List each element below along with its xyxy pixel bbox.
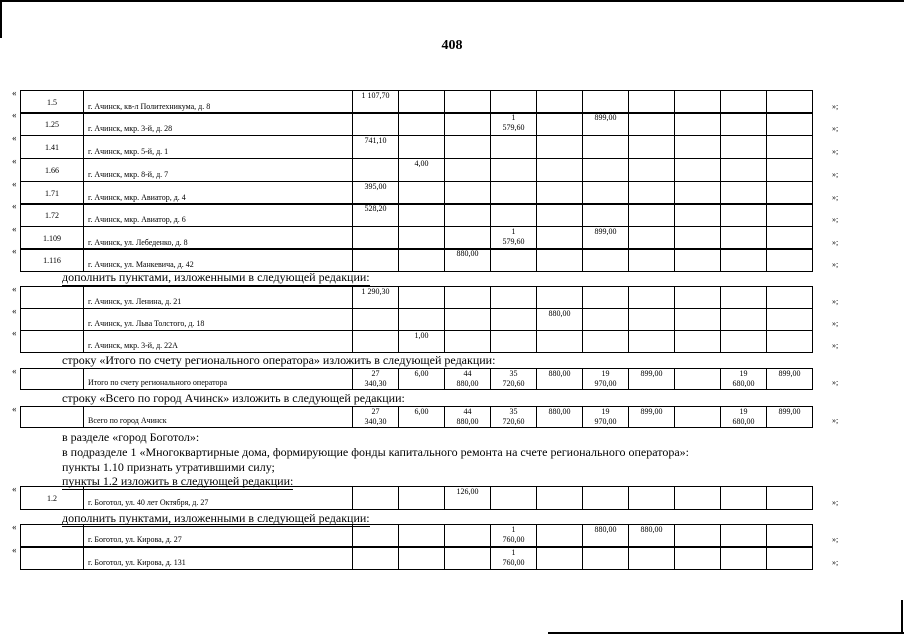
row-value [720, 286, 767, 309]
row-value [674, 308, 721, 331]
row-value [628, 330, 675, 353]
row-value [490, 181, 537, 205]
row-value [352, 112, 399, 136]
row-value: 1 107,70 [352, 90, 399, 114]
quote-open: « [12, 224, 17, 234]
table-row [20, 135, 813, 159]
row-value [674, 286, 721, 309]
row-address: г. Ачинск, ул. Ленина, д. 21 [83, 286, 353, 309]
row-value [444, 203, 491, 227]
row-value [674, 368, 721, 390]
quote-close: »; [832, 297, 839, 306]
row-value [766, 486, 813, 510]
row-value [720, 90, 767, 114]
row-value [398, 547, 445, 570]
quote-open: « [12, 110, 17, 120]
table-row [20, 330, 813, 353]
row-value [398, 203, 445, 227]
row-value: 1,00 [398, 330, 445, 353]
row-value: 880,00 [582, 524, 629, 547]
table-row [20, 368, 813, 390]
heading-total-city: строку «Всего по город Ачинск» изложить в следующей редакции: [62, 391, 405, 405]
row-address: г. Ачинск, ул. Льва Толстого, д. 18 [83, 308, 353, 331]
row-value [398, 286, 445, 309]
quote-close: »; [832, 558, 839, 567]
table-row [20, 203, 813, 227]
row-value: 1 760,00 [490, 524, 537, 547]
row-number: 1.5 [20, 90, 84, 114]
quote-open: « [12, 88, 17, 98]
row-value: 4,00 [398, 158, 445, 182]
row-value [766, 226, 813, 250]
row-value [628, 286, 675, 309]
row-value [536, 547, 583, 570]
row-number [20, 330, 84, 353]
quote-open: « [12, 284, 17, 294]
row-value [766, 524, 813, 547]
row-address: г. Боготол, ул. Кирова, д. 131 [83, 547, 353, 570]
row-value [444, 135, 491, 159]
heading-total-regional: строку «Итого по счету регионального оператора» изложить в следующей редакции: [62, 353, 496, 367]
row-value: 899,00 [628, 368, 675, 390]
row-value [536, 330, 583, 353]
row-value [444, 286, 491, 309]
table-row [20, 524, 813, 547]
row-value [352, 248, 399, 272]
row-address: г. Ачинск, мкр. 3-й, д. 22А [83, 330, 353, 353]
row-value [398, 112, 445, 136]
row-value [352, 524, 399, 547]
row-number [20, 524, 84, 547]
row-value [536, 90, 583, 114]
row-value [352, 158, 399, 182]
row-address: г. Ачинск, ул. Манкевича, д. 42 [83, 248, 353, 272]
row-value: 880,00 [444, 248, 491, 272]
row-number: 1.41 [20, 135, 84, 159]
row-value [766, 181, 813, 205]
row-number [20, 368, 84, 390]
row-number: 1.109 [20, 226, 84, 250]
quote-close: »; [832, 416, 839, 425]
row-value [628, 248, 675, 272]
row-number: 1.116 [20, 248, 84, 272]
row-value [582, 135, 629, 159]
row-value: 1 579,60 [490, 226, 537, 250]
row-value: 1 579,60 [490, 112, 537, 136]
row-value [582, 248, 629, 272]
row-address: г. Ачинск, ул. Лебеденко, д. 8 [83, 226, 353, 250]
row-value [536, 286, 583, 309]
row-value [536, 486, 583, 510]
row-value: 35 720,60 [490, 368, 537, 390]
row-value [674, 90, 721, 114]
quote-close: »; [832, 193, 839, 202]
table-row [20, 286, 813, 309]
row-value: 741,10 [352, 135, 399, 159]
row-value [766, 90, 813, 114]
quote-open: « [12, 522, 17, 532]
row-value [490, 248, 537, 272]
row-value [582, 181, 629, 205]
quote-open: « [12, 328, 17, 338]
row-value [444, 181, 491, 205]
row-value [766, 112, 813, 136]
row-value: 528,20 [352, 203, 399, 227]
row-value [582, 203, 629, 227]
row-value [398, 90, 445, 114]
row-value: 19 680,00 [720, 406, 767, 428]
row-value: 899,00 [766, 368, 813, 390]
row-value [582, 330, 629, 353]
row-value [720, 330, 767, 353]
row-address: г. Ачинск, кв-л Политехникума, д. 8 [83, 90, 353, 114]
row-value: 126,00 [444, 486, 491, 510]
row-value [444, 547, 491, 570]
row-value [720, 226, 767, 250]
row-value [674, 524, 721, 547]
row-value [582, 547, 629, 570]
row-number: 1.66 [20, 158, 84, 182]
row-value [674, 330, 721, 353]
row-number: 1.71 [20, 181, 84, 205]
row-value: 880,00 [536, 308, 583, 331]
row-value: 6,00 [398, 406, 445, 428]
row-value [536, 203, 583, 227]
row-number [20, 406, 84, 428]
row-value [674, 547, 721, 570]
quote-open: « [12, 133, 17, 143]
row-value: 27 340,30 [352, 406, 399, 428]
row-value [674, 203, 721, 227]
row-value [628, 112, 675, 136]
quote-close: »; [832, 260, 839, 269]
row-address: Итого по счету регионального оператора [83, 368, 353, 390]
quote-close: »; [832, 170, 839, 179]
row-value [536, 248, 583, 272]
row-value [766, 547, 813, 570]
table-row [20, 112, 813, 136]
row-value [766, 203, 813, 227]
row-value [444, 330, 491, 353]
row-value [490, 486, 537, 510]
row-value: 44 880,00 [444, 406, 491, 428]
quote-open: « [12, 246, 17, 256]
quote-close: »; [832, 535, 839, 544]
row-value [398, 486, 445, 510]
row-value [352, 330, 399, 353]
row-value [720, 112, 767, 136]
row-value [490, 90, 537, 114]
row-value [766, 286, 813, 309]
row-value [582, 158, 629, 182]
row-value: 395,00 [352, 181, 399, 205]
row-value: 899,00 [628, 406, 675, 428]
row-number: 1.25 [20, 112, 84, 136]
row-address: г. Ачинск, мкр. 3-й, д. 28 [83, 112, 353, 136]
row-value [674, 158, 721, 182]
row-value: 19 970,00 [582, 368, 629, 390]
table-row [20, 158, 813, 182]
row-value [628, 486, 675, 510]
row-value: 880,00 [628, 524, 675, 547]
row-value [674, 226, 721, 250]
row-value [674, 486, 721, 510]
row-value [720, 308, 767, 331]
row-value [720, 486, 767, 510]
row-value [766, 308, 813, 331]
table-row [20, 486, 813, 510]
row-number [20, 547, 84, 570]
quote-close: »; [832, 498, 839, 507]
row-address: г. Ачинск, мкр. Авиатор, д. 4 [83, 181, 353, 205]
row-value [536, 112, 583, 136]
row-value [628, 181, 675, 205]
row-value [352, 308, 399, 331]
row-value [444, 112, 491, 136]
row-value: 899,00 [582, 112, 629, 136]
row-value [628, 308, 675, 331]
row-value [490, 286, 537, 309]
quote-close: »; [832, 319, 839, 328]
heading-add-points-2: дополнить пунктами, изложенными в следующей редакции: [62, 511, 370, 525]
row-number [20, 286, 84, 309]
table-row [20, 181, 813, 205]
row-value [628, 135, 675, 159]
row-value: 899,00 [766, 406, 813, 428]
row-value [398, 308, 445, 331]
row-value [490, 330, 537, 353]
row-value: 880,00 [536, 368, 583, 390]
text-invalidate: пункты 1.10 признать утратившими силу; [62, 460, 275, 474]
row-value [352, 226, 399, 250]
row-value [674, 181, 721, 205]
row-value: 19 970,00 [582, 406, 629, 428]
quote-open: « [12, 156, 17, 166]
table-row [20, 406, 813, 428]
quote-open: « [12, 201, 17, 211]
row-value: 44 880,00 [444, 368, 491, 390]
quote-open: « [12, 366, 17, 376]
row-address: г. Ачинск, мкр. 5-й, д. 1 [83, 135, 353, 159]
row-number: 1.2 [20, 486, 84, 510]
row-value [444, 524, 491, 547]
row-value: 27 340,30 [352, 368, 399, 390]
row-value [720, 135, 767, 159]
row-value [444, 158, 491, 182]
page-number: 408 [441, 38, 463, 53]
text-section-bogotol: в разделе «город Боготол»: [62, 430, 200, 444]
row-value [490, 203, 537, 227]
quote-open: « [12, 179, 17, 189]
table-row [20, 547, 813, 570]
row-value [720, 248, 767, 272]
row-value [398, 226, 445, 250]
quote-close: »; [832, 147, 839, 156]
row-value [674, 135, 721, 159]
quote-open: « [12, 306, 17, 316]
scan-border-left [0, 0, 2, 38]
row-value [444, 308, 491, 331]
heading-edit-points: пункты 1.2 изложить в следующей редакции: [62, 474, 294, 488]
row-value [582, 286, 629, 309]
row-value [444, 226, 491, 250]
quote-close: »; [832, 215, 839, 224]
row-value [582, 90, 629, 114]
row-value [536, 226, 583, 250]
row-value [582, 486, 629, 510]
row-address: г. Ачинск, мкр. 8-й, д. 7 [83, 158, 353, 182]
quote-close: »; [832, 102, 839, 111]
row-value [536, 158, 583, 182]
quote-close: »; [832, 341, 839, 350]
row-address: г. Боготол, ул. 40 лет Октября, д. 27 [83, 486, 353, 510]
table-row [20, 90, 813, 114]
row-value [444, 90, 491, 114]
table-row [20, 226, 813, 250]
quote-close: »; [832, 124, 839, 133]
row-value [628, 547, 675, 570]
row-value: 19 680,00 [720, 368, 767, 390]
row-value [674, 112, 721, 136]
row-value [352, 486, 399, 510]
row-value: 6,00 [398, 368, 445, 390]
row-value [720, 203, 767, 227]
scan-border-top [0, 0, 904, 2]
table-row [20, 308, 813, 331]
row-value [766, 135, 813, 159]
row-value [490, 158, 537, 182]
row-value [628, 90, 675, 114]
row-value [536, 524, 583, 547]
row-value [490, 308, 537, 331]
row-value [352, 547, 399, 570]
row-value [582, 308, 629, 331]
row-number: 1.72 [20, 203, 84, 227]
row-value [766, 158, 813, 182]
row-value [398, 524, 445, 547]
row-address: г. Боготол, ул. Кирова, д. 27 [83, 524, 353, 547]
row-number [20, 308, 84, 331]
row-value: 1 290,30 [352, 286, 399, 309]
row-value [720, 181, 767, 205]
row-value: 899,00 [582, 226, 629, 250]
quote-close: »; [832, 238, 839, 247]
row-value [674, 248, 721, 272]
row-value [720, 524, 767, 547]
row-value [490, 135, 537, 159]
row-value [628, 203, 675, 227]
quote-open: « [12, 545, 17, 555]
row-value [674, 406, 721, 428]
table-row [20, 248, 813, 272]
row-value: 880,00 [536, 406, 583, 428]
row-value [766, 330, 813, 353]
row-value: 1 760,00 [490, 547, 537, 570]
row-value [536, 181, 583, 205]
row-value [628, 226, 675, 250]
quote-close: »; [832, 378, 839, 387]
row-value [766, 248, 813, 272]
row-value [398, 181, 445, 205]
text-subsection: в подразделе 1 «Многоквартирные дома, формирующие фонды капитального ремонта на счете регионального оператора»: [62, 445, 689, 459]
row-value [720, 547, 767, 570]
heading-add-points-1: дополнить пунктами, изложенными в следующей редакции: [62, 270, 370, 284]
quote-open: « [12, 404, 17, 414]
row-value [628, 158, 675, 182]
scan-border-right [901, 600, 903, 634]
row-value [398, 135, 445, 159]
row-address: Всего по город Ачинск [83, 406, 353, 428]
row-value [398, 248, 445, 272]
row-value [536, 135, 583, 159]
row-value [720, 158, 767, 182]
row-value: 35 720,60 [490, 406, 537, 428]
quote-open: « [12, 484, 17, 494]
row-address: г. Ачинск, мкр. Авиатор, д. 6 [83, 203, 353, 227]
